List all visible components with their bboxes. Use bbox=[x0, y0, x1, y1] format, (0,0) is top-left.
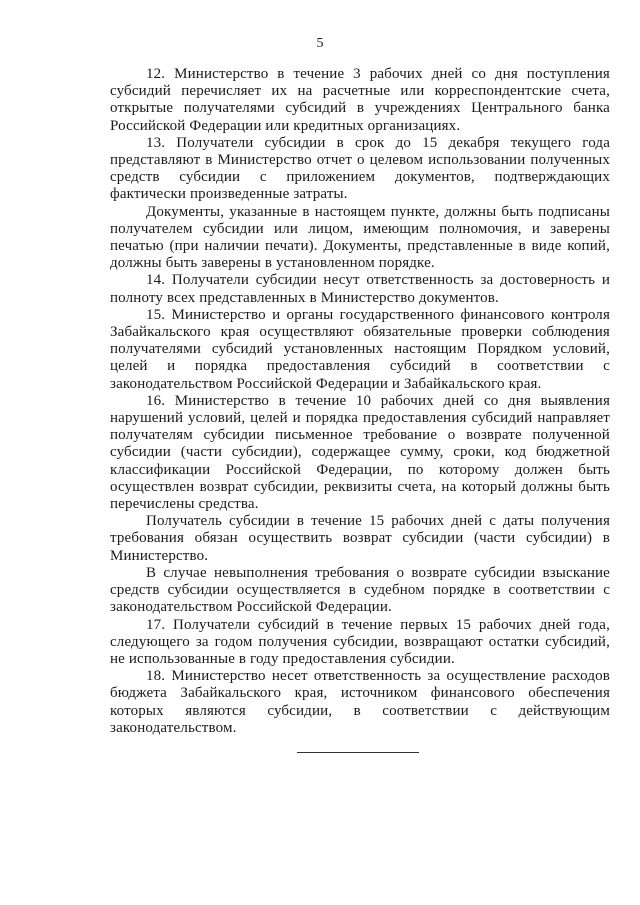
paragraph-12: 12. Министерство в течение 3 рабочих дней со дня поступления субсидий перечисляет их на расчетные или корреспондентские счета, открытые получателями субсидий в учреждениях Центрального банка Российской Федерации или кредитных организациях. bbox=[110, 66, 610, 134]
paragraph-14: 14. Получатели субсидии несут ответственность за достоверность и полноту всех представленных в Министерство документов. bbox=[110, 272, 610, 306]
document-body bbox=[110, 66, 610, 737]
paragraph-16-return: Получатель субсидии в течение 15 рабочих дней с даты получения требования обязан осуществить возврат субсидии (части субсидии) в Министерство. bbox=[110, 513, 610, 564]
paragraph-16: 16. Министерство в течение 10 рабочих дней со дня выявления нарушений условий, целей и порядка предоставления субсидий направляет получателям субсидии письменное требование о возврате полученной субсидии (части субсидии), содержащее сумму, сроки, код бюджетной классификации Российской Федерации, по которому должен быть осуществлен возврат субсидии, реквизиты счета, на который должны быть перечислены средства. bbox=[110, 392, 610, 513]
end-divider-line bbox=[297, 752, 419, 753]
paragraph-13-documents: Документы, указанные в настоящем пункте, должны быть подписаны получателем субсидии или лицом, имеющим полномочия, и заверены печатью (при наличии печати). Документы, представленные в виде копий, должны быть заверены в установленном порядке. bbox=[110, 203, 610, 272]
page-number: 5 bbox=[316, 36, 324, 51]
paragraph-16-court: В случае невыполнения требования о возврате субсидии взыскание средств субсидии осуществляется в судебном порядке в соответствии с законодательством Российской Федерации. bbox=[110, 564, 610, 616]
paragraph-17: 17. Получатели субсидий в течение первых 15 рабочих дней года, следующего за годом получения субсидии, возвращают остатки субсидий, не использованные в году предоставления субсидии. bbox=[110, 616, 610, 667]
paragraph-18: 18. Министерство несет ответственность за осуществление расходов бюджета Забайкальского края, источником финансового обеспечения которых являются субсидии, в соответствии с действующим законодательством. bbox=[110, 668, 610, 736]
paragraph-13: 13. Получатели субсидии в срок до 15 декабря текущего года представляют в Министерство отчет о целевом использовании полученных средств субсидии с приложением документов, подтверждающих фактически произведенные затраты. bbox=[110, 134, 610, 203]
paragraph-15: 15. Министерство и органы государственного финансового контроля Забайкальского края осуществляют обязательные проверки соблюдения получателями субсидий установленных настоящим Порядком условий, целей и порядка предоставления субсидий в соответствии с законодательством Российской Федерации и Забайкальского края. bbox=[110, 306, 610, 392]
